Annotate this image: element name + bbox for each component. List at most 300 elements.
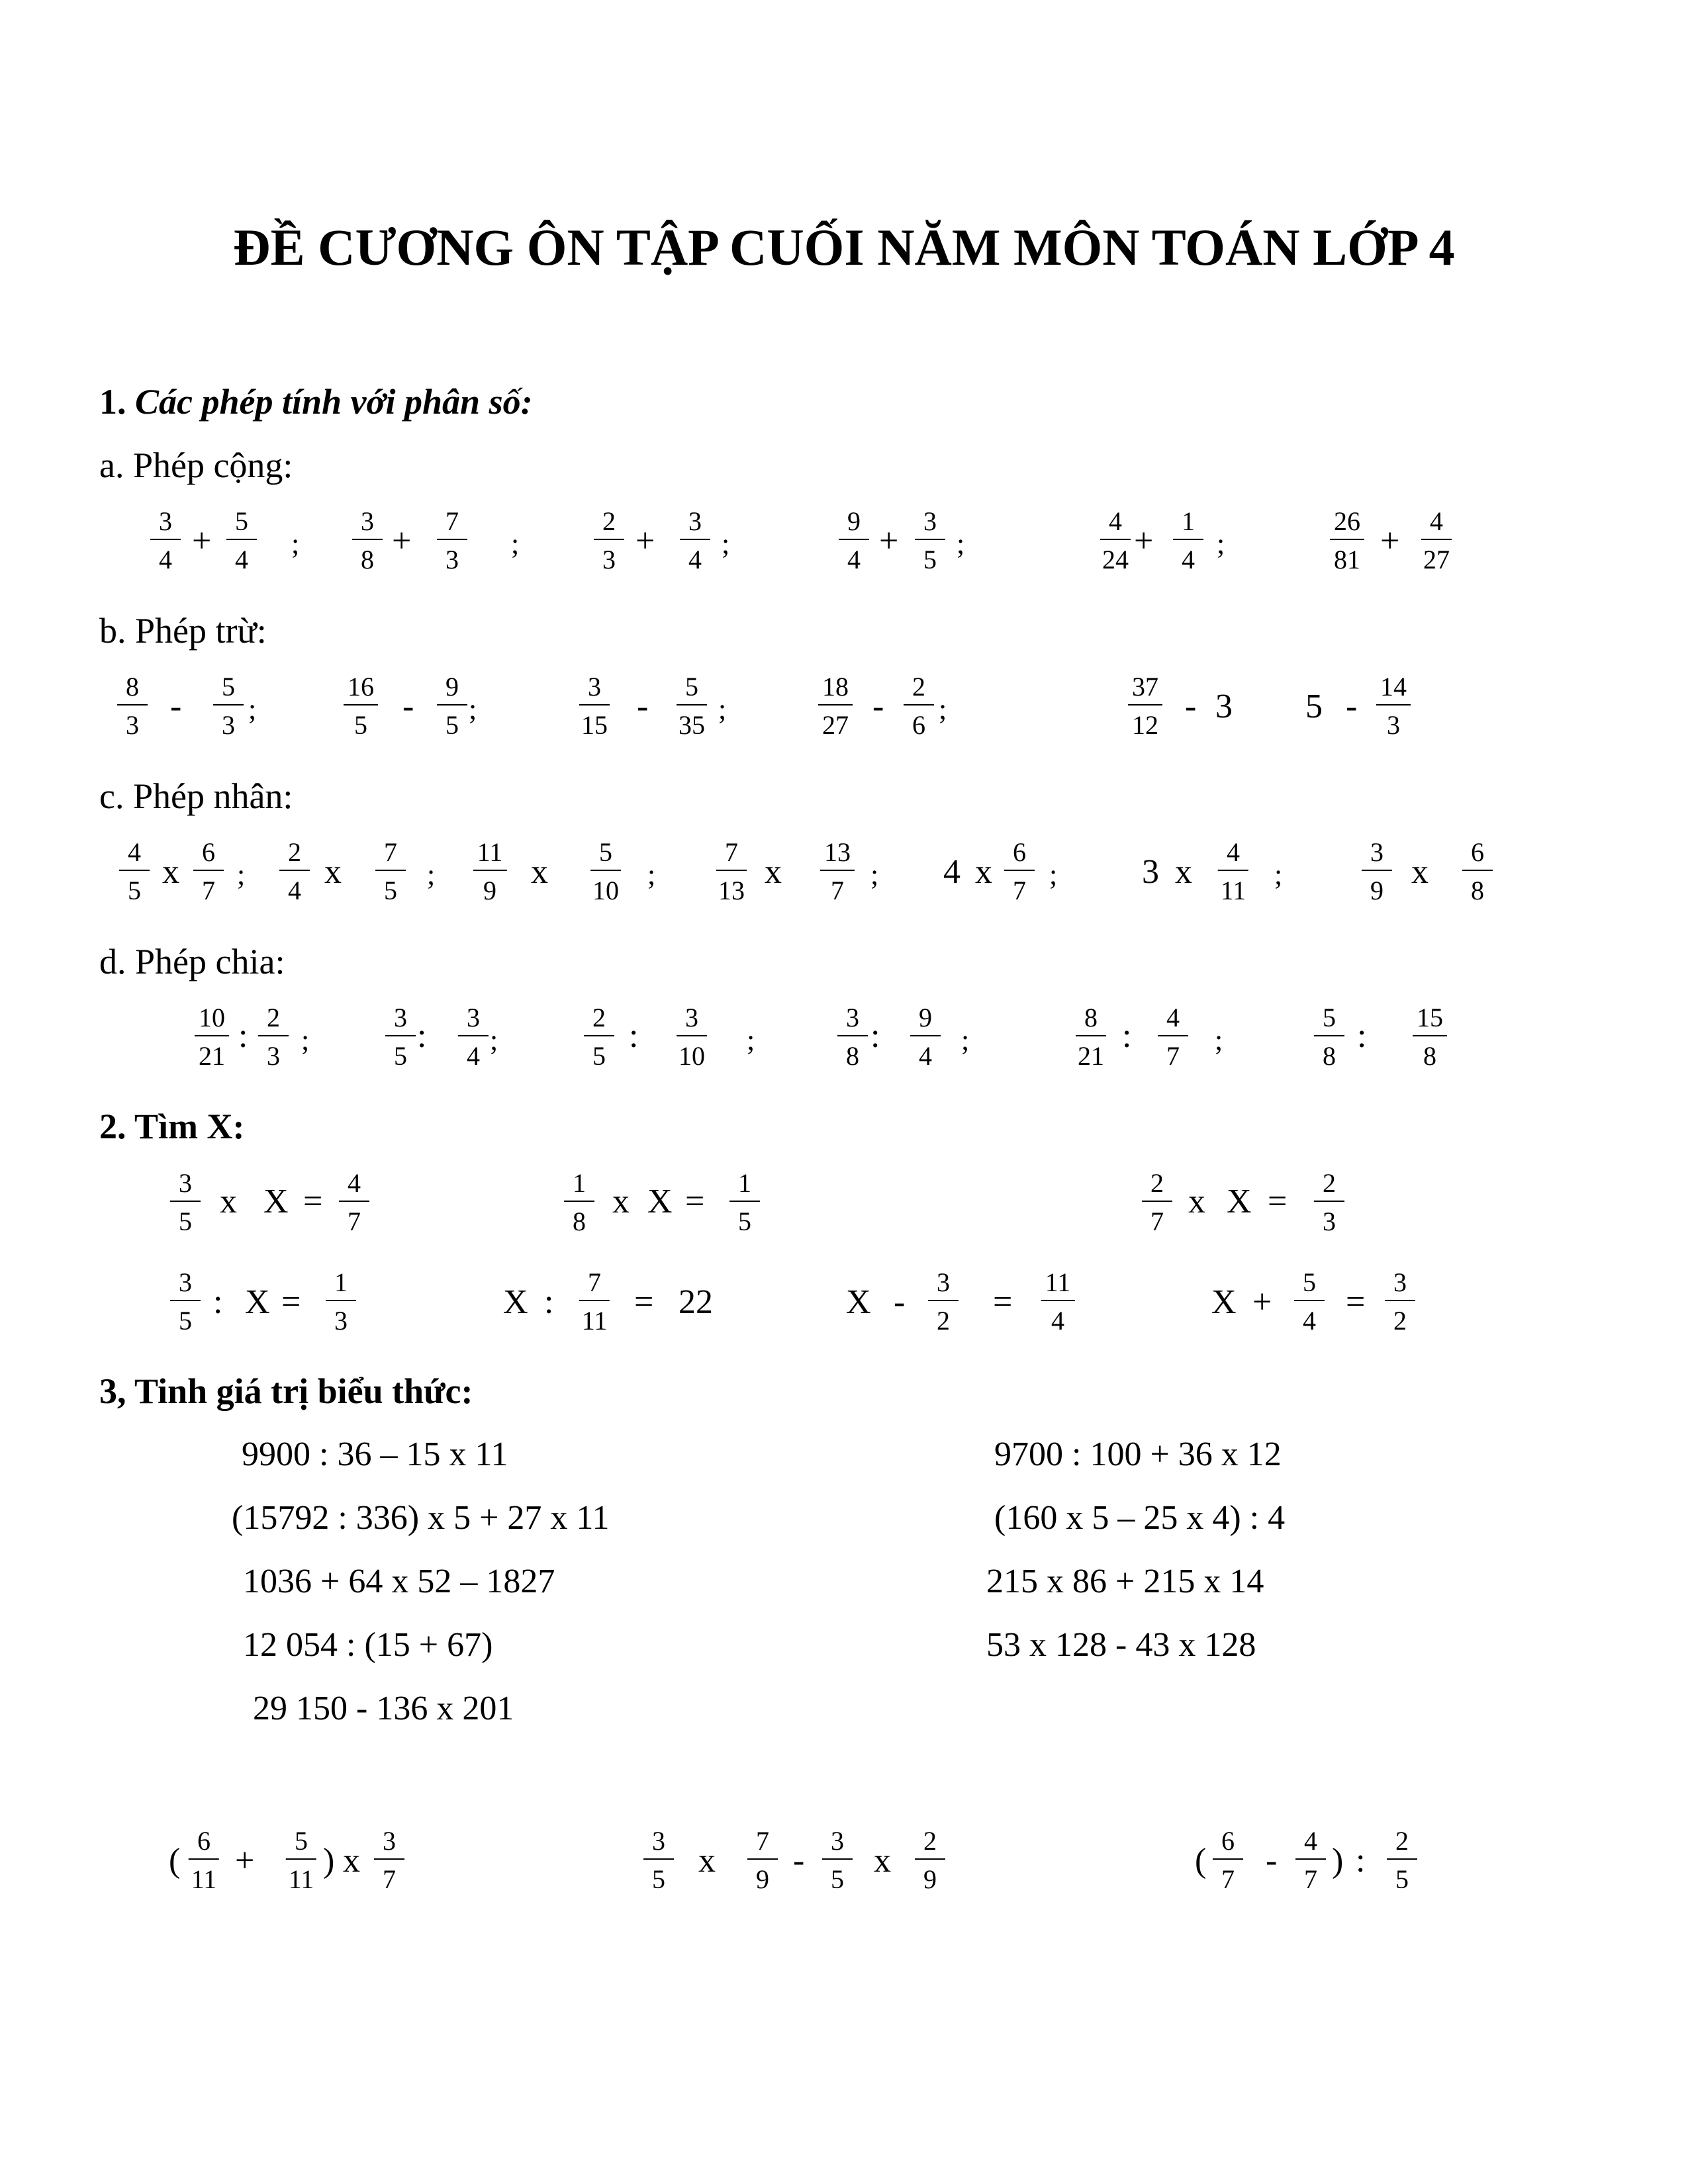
fraction: [326, 1269, 356, 1334]
integer: 3: [1215, 688, 1233, 725]
operator: x: [874, 1842, 891, 1880]
operator: x: [1175, 853, 1192, 891]
fraction: [344, 674, 378, 739]
operator: +: [392, 522, 412, 560]
numerator: 3: [170, 1170, 201, 1202]
operator: =: [281, 1283, 301, 1321]
fraction: [1314, 1005, 1344, 1069]
semicolon: ;: [427, 858, 436, 891]
denominator: 4: [919, 1041, 932, 1071]
denominator: 4: [159, 545, 172, 574]
numerator: 3: [677, 1005, 707, 1036]
expression-left-5: 29 150 - 136 x 201: [253, 1690, 514, 1727]
numerator: 3: [837, 1005, 868, 1036]
fraction: [1294, 1269, 1325, 1334]
operator: =: [1346, 1283, 1366, 1321]
fraction: [675, 674, 709, 739]
fraction: [150, 508, 181, 573]
expression-left-4: 12 054 : (15 + 67): [243, 1626, 493, 1664]
integer: 5: [1305, 688, 1323, 725]
operator: x: [220, 1183, 237, 1220]
semicolon: ;: [1215, 1024, 1223, 1056]
numerator: 4: [339, 1170, 369, 1202]
denominator: 7: [1166, 1041, 1180, 1071]
numerator: 3: [822, 1828, 853, 1860]
operator: =: [303, 1183, 323, 1220]
parenthesis: (: [169, 1842, 181, 1880]
numerator: 3: [1385, 1269, 1415, 1301]
denominator: 11: [1220, 876, 1246, 905]
fraction: [437, 508, 467, 573]
numerator: 1: [564, 1170, 594, 1202]
variable: X: [1211, 1283, 1237, 1321]
numerator: 3: [374, 1828, 404, 1860]
fraction: [578, 1269, 612, 1334]
numerator: 37: [1128, 674, 1162, 705]
fraction: [1217, 839, 1250, 904]
subsection-multiplication: c. Phép nhân:: [99, 776, 293, 816]
fraction: [1098, 508, 1133, 573]
denominator: 21: [199, 1041, 225, 1071]
fraction: [837, 1005, 868, 1069]
numerator: 9: [910, 1005, 941, 1036]
parenthesis: ): [1332, 1842, 1344, 1880]
expression-left-3: 1036 + 64 x 52 – 1827: [243, 1563, 555, 1600]
numerator: 11: [1041, 1269, 1075, 1301]
expression-right-2: (160 x 5 – 25 x 4) : 4: [994, 1499, 1286, 1537]
numerator: 3: [1362, 839, 1392, 871]
section-2-heading: 2. Tìm X:: [99, 1107, 245, 1146]
denominator: 4: [1182, 545, 1195, 574]
operator: x: [612, 1183, 630, 1220]
fraction: [1413, 1005, 1447, 1069]
numerator: 2: [1314, 1170, 1344, 1202]
denominator: 4: [467, 1041, 480, 1071]
section-number: 1.: [99, 382, 126, 422]
fraction: [339, 1170, 369, 1235]
denominator: 5: [923, 545, 937, 574]
fraction: [437, 674, 467, 739]
denominator: 7: [1150, 1206, 1164, 1236]
denominator: 3: [126, 710, 139, 740]
denominator: 8: [1323, 1041, 1336, 1071]
operator: x: [765, 853, 782, 891]
denominator: 3: [222, 710, 235, 740]
numerator: 2: [904, 674, 934, 705]
fraction: [193, 839, 224, 904]
section-3-heading: 3, Tinh giá trị biểu thức:: [99, 1371, 473, 1411]
numerator: 1: [326, 1269, 356, 1301]
semicolon: ;: [718, 693, 727, 725]
denominator: 8: [846, 1041, 859, 1071]
fraction: [1376, 674, 1411, 739]
denominator: 3: [1387, 710, 1400, 740]
denominator: 5: [831, 1864, 844, 1894]
denominator: 5: [394, 1041, 407, 1071]
numerator: 2: [584, 1005, 614, 1036]
fraction: [1041, 1269, 1075, 1334]
numerator: 3: [150, 508, 181, 540]
numerator: 26: [1330, 508, 1364, 540]
fraction: [119, 839, 150, 904]
fraction: [747, 1828, 778, 1893]
fraction: [195, 1005, 229, 1069]
operator: +: [235, 1842, 255, 1880]
operator: :: [1122, 1017, 1132, 1055]
operator: x: [162, 853, 179, 891]
denominator: 8: [1471, 876, 1484, 905]
denominator: 9: [1370, 876, 1383, 905]
section-1-heading: [99, 384, 533, 420]
fraction: [915, 508, 945, 573]
operator: -: [872, 688, 884, 725]
fraction: [1142, 1170, 1172, 1235]
operator: -: [170, 688, 182, 725]
denominator: 3: [602, 545, 616, 574]
numerator: 7: [579, 1269, 610, 1301]
operator: -: [402, 688, 414, 725]
denominator: 2: [937, 1306, 950, 1336]
denominator: 4: [847, 545, 861, 574]
fraction: [1330, 508, 1364, 573]
operator: =: [634, 1283, 654, 1321]
semicolon: ;: [237, 858, 246, 891]
numerator: 5: [1314, 1005, 1344, 1036]
numerator: 8: [1076, 1005, 1106, 1036]
parenthesis: ): [323, 1842, 335, 1880]
expression-right-3: 215 x 86 + 215 x 14: [986, 1563, 1264, 1600]
denominator: 8: [361, 545, 374, 574]
semicolon: ;: [248, 693, 257, 725]
denominator: 5: [445, 710, 459, 740]
numerator: 5: [213, 674, 244, 705]
numerator: 2: [594, 508, 624, 540]
semicolon: ;: [939, 693, 947, 725]
integer: 22: [679, 1283, 713, 1321]
semicolon: ;: [301, 1024, 310, 1056]
fraction: [1387, 1828, 1417, 1893]
operator: :: [213, 1283, 223, 1321]
variable: X: [503, 1283, 528, 1321]
fraction: [375, 839, 406, 904]
numerator: 5: [226, 508, 257, 540]
page-title: ĐỀ CƯƠNG ÔN TẬP CUỐI NĂM MÔN TOÁN LỚP 4: [233, 218, 1455, 276]
numerator: 2: [1142, 1170, 1172, 1202]
denominator: 5: [592, 1041, 606, 1071]
denominator: 27: [1423, 545, 1450, 574]
operator: -: [793, 1842, 805, 1880]
semicolon: ;: [1049, 858, 1058, 891]
fraction: [564, 1170, 594, 1235]
denominator: 4: [688, 545, 702, 574]
numerator: 3: [385, 1005, 416, 1036]
numerator: 2: [258, 1005, 289, 1036]
denominator: 4: [1303, 1306, 1316, 1336]
fraction: [822, 1828, 853, 1893]
fraction: [117, 674, 148, 739]
numerator: 4: [1100, 508, 1131, 540]
fraction: [170, 1269, 201, 1334]
numerator: 10: [195, 1005, 229, 1036]
denominator: 3: [267, 1041, 280, 1071]
fraction: [1004, 839, 1035, 904]
fraction: [279, 839, 310, 904]
operator: -: [1346, 688, 1358, 725]
fraction: [352, 508, 383, 573]
numerator: 3: [915, 508, 945, 540]
parenthesis: (: [1195, 1842, 1207, 1880]
fraction: [680, 508, 710, 573]
fraction: [1419, 508, 1454, 573]
denominator: 24: [1102, 545, 1129, 574]
denominator: 11: [288, 1864, 314, 1894]
fraction: [904, 674, 934, 739]
numerator: 7: [437, 508, 467, 540]
denominator: 13: [718, 876, 745, 905]
numerator: 3: [928, 1269, 959, 1301]
denominator: 7: [831, 876, 844, 905]
operator: :: [544, 1283, 554, 1321]
operator: -: [1185, 688, 1197, 725]
denominator: 12: [1132, 710, 1158, 740]
semicolon: ;: [1217, 527, 1225, 560]
numerator: 3: [352, 508, 383, 540]
operator: -: [637, 688, 649, 725]
fraction: [675, 1005, 709, 1069]
expression-right-4: 53 x 128 - 43 x 128: [986, 1626, 1256, 1664]
semicolon: ;: [490, 1024, 498, 1056]
denominator: 15: [581, 710, 608, 740]
operator: :: [870, 1017, 880, 1055]
operator: =: [685, 1183, 705, 1220]
variable: X: [245, 1283, 270, 1321]
subsection-subtraction: b. Phép trừ:: [99, 611, 267, 651]
operator: x: [698, 1842, 716, 1880]
operator: x: [1411, 853, 1429, 891]
denominator: 35: [679, 710, 705, 740]
numerator: 4: [1158, 1005, 1188, 1036]
fraction: [729, 1170, 760, 1235]
numerator: 6: [189, 1828, 219, 1860]
numerator: 7: [716, 839, 747, 871]
fraction: [577, 674, 612, 739]
fraction: [584, 1005, 614, 1069]
numerator: 4: [1295, 1828, 1326, 1860]
denominator: 5: [384, 876, 397, 905]
numerator: 18: [818, 674, 853, 705]
numerator: 15: [1413, 1005, 1447, 1036]
operator: +: [1252, 1283, 1272, 1321]
denominator: 11: [191, 1864, 217, 1894]
fraction: [258, 1005, 289, 1069]
fraction: [820, 839, 855, 904]
denominator: 8: [1423, 1041, 1436, 1071]
integer: 4: [943, 853, 961, 891]
operator: x: [531, 853, 548, 891]
numerator: 2: [915, 1828, 945, 1860]
numerator: 6: [193, 839, 224, 871]
numerator: 2: [279, 839, 310, 871]
denominator: 10: [592, 876, 619, 905]
operator: x: [975, 853, 992, 891]
fraction: [385, 1005, 416, 1069]
variable: X: [263, 1183, 289, 1220]
numerator: 3: [458, 1005, 489, 1036]
fraction: [1295, 1828, 1326, 1893]
operator: =: [1268, 1183, 1288, 1220]
denominator: 4: [235, 545, 248, 574]
numerator: 3: [579, 674, 610, 705]
subsection-addition: a. Phép cộng:: [99, 445, 293, 485]
fraction: [458, 1005, 489, 1069]
subsection-division: d. Phép chia:: [99, 942, 285, 981]
numerator: 9: [437, 674, 467, 705]
denominator: 7: [1304, 1864, 1317, 1894]
fraction: [170, 1170, 201, 1235]
operator: +: [879, 522, 899, 560]
operator: :: [1356, 1842, 1366, 1880]
operator: =: [993, 1283, 1013, 1321]
denominator: 3: [445, 545, 459, 574]
operator: +: [192, 522, 212, 560]
fraction: [1213, 1828, 1243, 1893]
denominator: 5: [738, 1206, 751, 1236]
expression-right-1: 9700 : 100 + 36 x 12: [994, 1435, 1282, 1473]
semicolon: ;: [957, 527, 965, 560]
variable: X: [846, 1283, 871, 1321]
integer: 3: [1142, 853, 1159, 891]
numerator: 11: [473, 839, 507, 871]
denominator: 4: [288, 876, 301, 905]
numerator: 5: [590, 839, 621, 871]
fraction: [1173, 508, 1203, 573]
operator: :: [1357, 1017, 1367, 1055]
operator: x: [343, 1842, 360, 1880]
fraction: [285, 1828, 318, 1893]
section-title: Các phép tính với phân số:: [135, 382, 533, 422]
semicolon: ;: [291, 527, 300, 560]
denominator: 5: [128, 876, 141, 905]
denominator: 21: [1078, 1041, 1104, 1071]
operator: :: [629, 1017, 639, 1055]
numerator: 7: [375, 839, 406, 871]
denominator: 5: [652, 1864, 665, 1894]
fraction: [643, 1828, 674, 1893]
semicolon: ;: [511, 527, 520, 560]
semicolon: ;: [469, 693, 477, 725]
semicolon: ;: [870, 858, 879, 891]
fraction: [818, 674, 853, 739]
fraction: [915, 1828, 945, 1893]
numerator: 1: [729, 1170, 760, 1202]
numerator: 14: [1376, 674, 1411, 705]
fraction: [473, 839, 507, 904]
semicolon: ;: [722, 527, 730, 560]
denominator: 5: [179, 1206, 192, 1236]
denominator: 9: [483, 876, 496, 905]
denominator: 4: [1051, 1306, 1064, 1336]
operator: +: [635, 522, 655, 560]
denominator: 9: [756, 1864, 769, 1894]
semicolon: ;: [747, 1024, 755, 1056]
denominator: 7: [1221, 1864, 1235, 1894]
numerator: 8: [117, 674, 148, 705]
semicolon: ;: [647, 858, 656, 891]
variable: X: [1227, 1183, 1252, 1220]
operator: x: [1188, 1183, 1205, 1220]
denominator: 81: [1334, 545, 1360, 574]
denominator: 2: [1393, 1306, 1407, 1336]
fraction: [594, 508, 624, 573]
operator: :: [238, 1017, 248, 1055]
numerator: 5: [1294, 1269, 1325, 1301]
numerator: 3: [170, 1269, 201, 1301]
numerator: 6: [1462, 839, 1493, 871]
denominator: 7: [383, 1864, 396, 1894]
numerator: 13: [820, 839, 855, 871]
operator: +: [1380, 522, 1400, 560]
expression-left-2: (15792 : 336) x 5 + 27 x 11: [232, 1499, 610, 1537]
fraction: [928, 1269, 959, 1334]
numerator: 3: [643, 1828, 674, 1860]
denominator: 11: [581, 1306, 608, 1336]
fraction: [714, 839, 749, 904]
denominator: 8: [573, 1206, 586, 1236]
fraction: [226, 508, 257, 573]
fraction: [1385, 1269, 1415, 1334]
semicolon: ;: [1274, 858, 1283, 891]
numerator: 4: [119, 839, 150, 871]
numerator: 3: [680, 508, 710, 540]
numerator: 9: [839, 508, 869, 540]
denominator: 3: [334, 1306, 348, 1336]
operator: -: [1266, 1842, 1278, 1880]
operator: :: [417, 1017, 427, 1055]
denominator: 7: [1013, 876, 1026, 905]
denominator: 5: [1395, 1864, 1409, 1894]
fraction: [374, 1828, 404, 1893]
numerator: 16: [344, 674, 378, 705]
fraction: [187, 1828, 221, 1893]
denominator: 3: [1323, 1206, 1336, 1236]
denominator: 5: [179, 1306, 192, 1336]
fraction: [910, 1005, 941, 1069]
numerator: 5: [286, 1828, 316, 1860]
fraction: [213, 674, 244, 739]
numerator: 7: [747, 1828, 778, 1860]
fraction: [1462, 839, 1493, 904]
denominator: 7: [202, 876, 215, 905]
numerator: 1: [1173, 508, 1203, 540]
numerator: 4: [1421, 508, 1452, 540]
denominator: 27: [822, 710, 849, 740]
fraction: [839, 508, 869, 573]
denominator: 7: [348, 1206, 361, 1236]
denominator: 6: [912, 710, 925, 740]
operator: -: [894, 1283, 906, 1321]
fraction: [1128, 674, 1162, 739]
denominator: 9: [923, 1864, 937, 1894]
denominator: 5: [354, 710, 367, 740]
denominator: 10: [679, 1041, 705, 1071]
fraction: [1158, 1005, 1188, 1069]
semicolon: ;: [961, 1024, 970, 1056]
numerator: 5: [677, 674, 707, 705]
numerator: 2: [1387, 1828, 1417, 1860]
fraction: [588, 839, 623, 904]
fraction: [1362, 839, 1392, 904]
numerator: 6: [1213, 1828, 1243, 1860]
